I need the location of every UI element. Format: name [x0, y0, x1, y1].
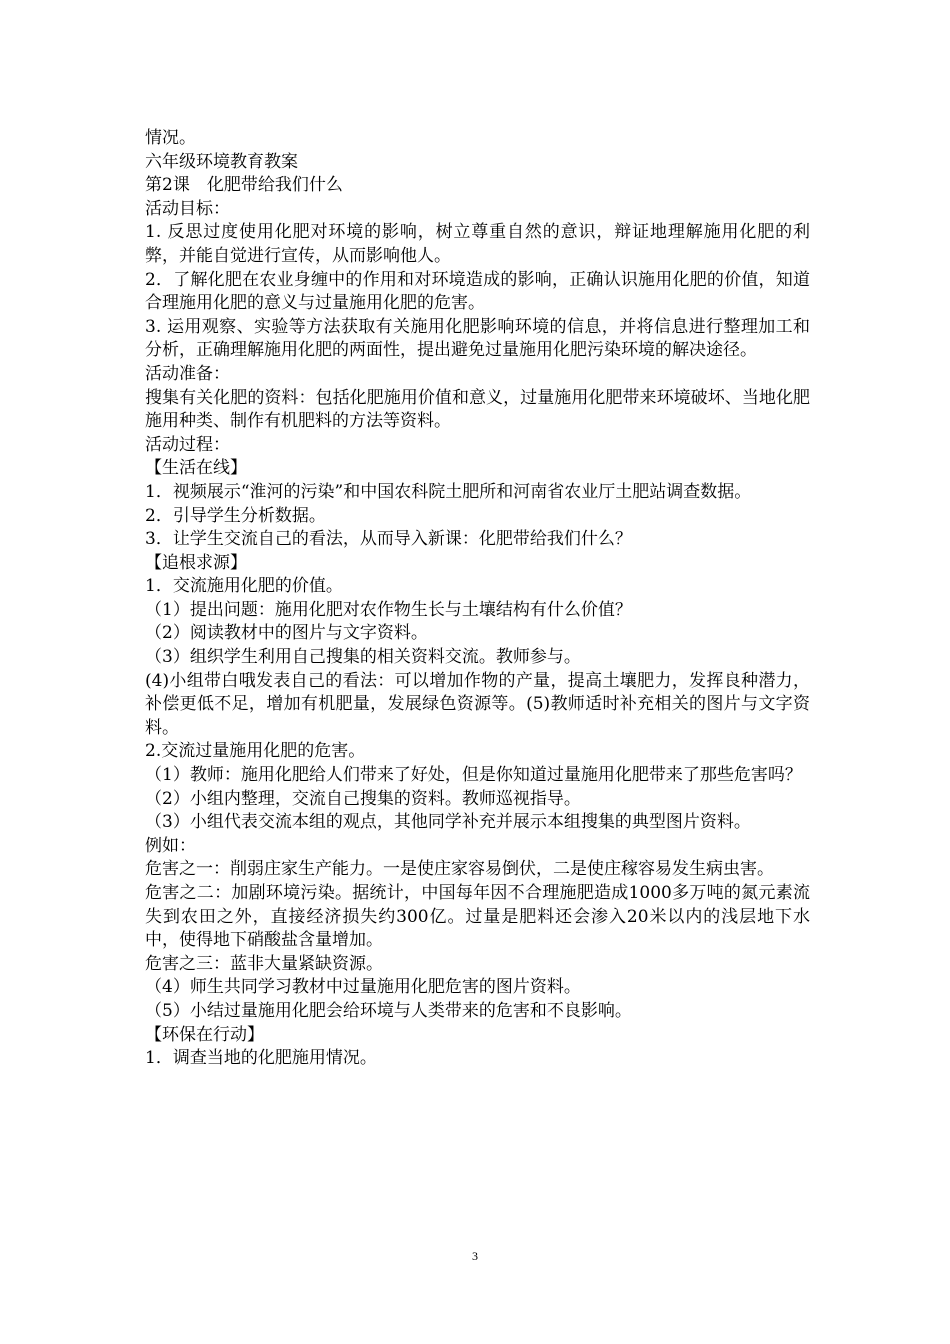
- page-number: 3: [472, 1249, 478, 1263]
- text-paragraph: 活动过程：: [145, 434, 230, 455]
- text-paragraph: （4）师生共同学习教材中过量施用化肥危害的图片资料。: [145, 977, 581, 998]
- text-paragraph: 2．引导学生分析数据。: [145, 505, 326, 526]
- text-paragraph: （5）小结过量施用化肥会给环境与人类带来的危害和不良影响。: [145, 1000, 632, 1021]
- text-paragraph: 1．交流施用化肥的价值。: [145, 576, 343, 597]
- text-paragraph: 搜集有关化肥的资料：包括化肥施用价值和意义，过量施用化肥带来环境破坏、当地化肥施用种类、制作有机肥料的方法等资料。: [145, 387, 810, 432]
- text-paragraph: （1）提出问题：施用化肥对农作物生长与土壤结构有什么价值？: [145, 599, 632, 620]
- text-paragraph: 活动准备：: [145, 363, 230, 384]
- text-paragraph: （3）组织学生利用自己搜集的相关资料交流。教师参与。: [145, 647, 581, 668]
- text-paragraph: 【环保在行动】: [145, 1024, 264, 1045]
- text-paragraph: 危害之一：削弱庄家生产能力。一是使庄家容易倒伏，二是使庄稼容易发生病虫害。: [145, 859, 774, 880]
- text-paragraph: （2）小组内整理，交流自己搜集的资料。教师巡视指导。: [145, 788, 581, 809]
- text-paragraph: 【追根求源】: [145, 552, 247, 573]
- text-paragraph: 六年级环境教育教案: [145, 151, 298, 172]
- text-paragraph: 1．调查当地的化肥施用情况。: [145, 1048, 377, 1069]
- text-paragraph: (4)小组带白哦发表自己的看法：可以增加作物的产量，提高土壤肥力，发挥良种潜力，补偿更低不足，增加有机肥量，发展绿色资源等。(5)教师适时补充相关的图片与文字资料。: [145, 670, 810, 738]
- text-paragraph: （3）小组代表交流本组的观点，其他同学补充并展示本组搜集的典型图片资料。: [145, 812, 751, 833]
- text-paragraph: 3．让学生交流自己的看法，从而导入新课：化肥带给我们什么？: [145, 529, 632, 550]
- text-paragraph: 例如：: [145, 835, 196, 856]
- document-body: [145, 127, 810, 1071]
- text-paragraph: 【生活在线】: [145, 458, 247, 479]
- text-paragraph: （2）阅读教材中的图片与文字资料。: [145, 623, 428, 644]
- text-paragraph: 活动目标：: [145, 198, 230, 219]
- text-paragraph: 第2课 化肥带给我们什么: [145, 175, 343, 196]
- text-paragraph: 情况。: [145, 128, 196, 148]
- text-paragraph: 危害之二：加剧环境污染。据统计，中国每年因不合理施肥造成1000多万吨的氮元素流失到农田之外，直接经济损失约300亿。过量是肥料还会渗入20米以内的浅层地下水中，使得地下硝酸盐含量增加。: [145, 883, 810, 951]
- text-paragraph: 2.交流过量施用化肥的危害。: [145, 741, 366, 762]
- text-paragraph: 1. 反思过度使用化肥对环境的影响，树立尊重自然的意识，辩证地理解施用化肥的利弊，并能自觉进行宣传，从而影响他人。: [145, 222, 810, 266]
- text-paragraph: 3. 运用观察、实验等方法获取有关施用化肥影响环境的信息，并将信息进行整理加工和分析，正确理解施用化肥的两面性，提出避免过量施用化肥污染环境的解决途径。: [145, 316, 810, 361]
- text-paragraph: 1．视频展示“淮河的污染”和中国农科院土肥所和河南省农业厅土肥站调查数据。: [145, 481, 752, 502]
- text-paragraph: （1）教师：施用化肥给人们带来了好处，但是你知道过量施用化肥带来了那些危害吗？: [145, 765, 802, 786]
- text-paragraph: 2．了解化肥在农业身缠中的作用和对环境造成的影响，正确认识施用化肥的价值，知道合理施用化肥的意义与过量施用化肥的危害。: [145, 269, 810, 314]
- text-paragraph: 危害之三：蓝非大量紧缺资源。: [145, 953, 383, 974]
